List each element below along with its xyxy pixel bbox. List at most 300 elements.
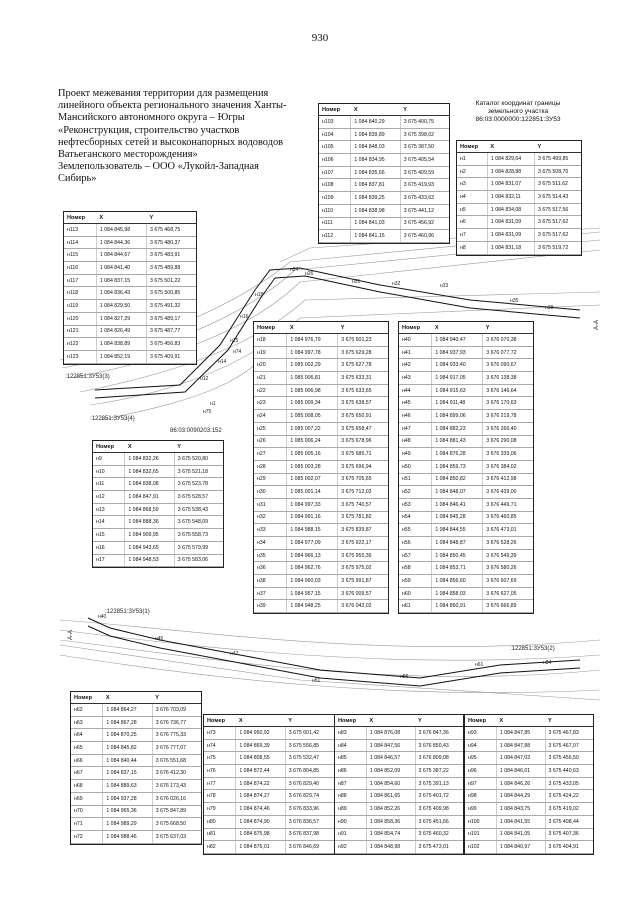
table-row <box>93 465 223 478</box>
table-cell: 1 084 841,03 <box>351 217 400 230</box>
table-row <box>71 767 201 780</box>
title-line: нефтесборных сетей и высоконапорных водоводов <box>58 136 284 148</box>
page-number: 930 <box>311 32 329 44</box>
table-row <box>319 230 449 243</box>
point-label: н51 <box>312 678 321 684</box>
table-row <box>93 491 223 504</box>
table-cell: 3 676 666,89 <box>483 600 533 613</box>
table-cell: н102 <box>465 841 496 854</box>
table-cell: 1 084 899,06 <box>432 410 483 423</box>
table-cell: 3 675 955,36 <box>338 549 388 562</box>
table-cell: н25 <box>254 422 287 435</box>
table-cell: 3 675 601,23 <box>338 334 388 347</box>
table-cell: н22 <box>254 384 287 397</box>
table-row <box>71 818 201 831</box>
table-cell: н44 <box>399 384 432 397</box>
table-cell: н106 <box>319 154 351 167</box>
table-cell: 3 675 740,57 <box>338 498 388 511</box>
table-cell: 3 675 409,98 <box>415 803 463 816</box>
table-cell: 1 084 808,55 <box>236 752 285 765</box>
table-cell: н114 <box>64 236 96 249</box>
table-cell: 3 675 400,75 <box>400 116 449 129</box>
point-label: н26 <box>305 271 314 277</box>
table-cell: 1 084 861,65 <box>366 790 415 803</box>
table-cell: н86 <box>335 765 366 778</box>
table-cell: н105 <box>319 141 351 154</box>
table-cell: 1 084 867,28 <box>103 716 152 729</box>
table-cell: 3 676 042,02 <box>338 600 388 613</box>
table-row <box>254 587 388 600</box>
table-cell: н49 <box>399 448 432 461</box>
table-cell: н41 <box>399 346 432 359</box>
table-cell: 1 084 988,46 <box>103 830 152 843</box>
table-cell: н74 <box>204 739 236 752</box>
point-label: н75 <box>203 409 212 415</box>
table-row <box>254 575 388 588</box>
column-header: Номер <box>319 104 351 116</box>
column-header: Номер <box>254 322 287 334</box>
point-label: н47 <box>230 651 239 657</box>
table-cell: н61 <box>399 600 432 613</box>
table-cell: 1 084 858,36 <box>366 815 415 828</box>
table-cell: 1 084 937,28 <box>103 792 152 805</box>
section-label: А-А <box>594 319 600 330</box>
table-cell: 1 084 869,39 <box>236 739 285 752</box>
table-cell: н89 <box>335 803 366 816</box>
table-cell: 1 084 915,63 <box>432 384 483 397</box>
table-row <box>399 600 533 613</box>
table-cell: н104 <box>319 128 351 141</box>
table-cell: 3 675 409,59 <box>400 166 449 179</box>
table-cell: н54 <box>399 511 432 524</box>
table-row <box>254 460 388 473</box>
table-cell: 3 675 508,70 <box>535 165 582 178</box>
table-cell: н78 <box>204 790 236 803</box>
table-cell: 3 675 678,96 <box>338 435 388 448</box>
table-cell: 1 084 844,36 <box>96 236 146 249</box>
table-cell: н117 <box>64 274 96 287</box>
table-cell: 3 675 633,65 <box>338 384 388 397</box>
cadastral-label: 86:03:0090203:152 <box>170 428 222 434</box>
table-cell: 1 084 909,95 <box>125 529 174 542</box>
point-label: н74 <box>233 349 242 355</box>
table-cell: н81 <box>204 828 236 841</box>
table-cell: 3 675 456,92 <box>400 217 449 230</box>
table-row <box>399 549 533 562</box>
table-row <box>399 562 533 575</box>
table-cell: 3 676 836,57 <box>285 815 334 828</box>
table-row <box>71 792 201 805</box>
coordinate-table <box>203 714 335 855</box>
table-cell: н121 <box>64 325 96 338</box>
table-cell: 1 084 856,60 <box>432 575 483 588</box>
table-cell: 3 676 412,98 <box>483 473 533 486</box>
table-cell: н7 <box>457 229 487 242</box>
table-cell: 3 675 467,07 <box>545 739 593 752</box>
table-cell: 1 084 840,97 <box>496 841 545 854</box>
table-row <box>254 334 388 347</box>
table-cell: 3 676 627,05 <box>483 587 533 600</box>
table-row <box>64 262 196 275</box>
table-cell: 1 084 837,15 <box>96 274 146 287</box>
table-row <box>64 274 196 287</box>
table-cell: н94 <box>465 739 496 752</box>
table-cell: 1 084 838,08 <box>125 478 174 491</box>
table-cell: 1 084 844,55 <box>432 524 483 537</box>
table-header-row <box>319 104 449 116</box>
table-cell: 3 675 523,78 <box>174 478 223 491</box>
table-row <box>254 422 388 435</box>
table-cell: 3 675 460,96 <box>400 230 449 243</box>
coordinate-table <box>92 440 224 568</box>
table-cell: н59 <box>399 575 432 588</box>
table-cell: 1 084 846,57 <box>366 752 415 765</box>
table-cell: 3 676 528,26 <box>483 537 533 550</box>
table-cell: н107 <box>319 166 351 179</box>
table-cell: 1 084 957,15 <box>287 587 338 600</box>
table-row <box>64 224 196 237</box>
table-cell: 1 084 948,25 <box>287 600 338 613</box>
table-cell: 1 084 875,98 <box>236 828 285 841</box>
table-cell: 1 084 876,28 <box>432 448 483 461</box>
column-header: X <box>366 715 415 727</box>
table-cell: 1 084 948,53 <box>125 554 174 567</box>
table-cell: н87 <box>335 777 366 790</box>
table-cell: 1 084 826,49 <box>96 325 146 338</box>
table-cell: 1 084 846,26 <box>496 777 545 790</box>
table-cell: 1 084 888,36 <box>125 516 174 529</box>
table-cell: н33 <box>254 524 287 537</box>
table-row <box>335 841 463 854</box>
table-cell: 3 676 829,74 <box>285 790 334 803</box>
table-row <box>71 805 201 818</box>
table-cell: н13 <box>93 503 125 516</box>
table-cell: 3 676 850,43 <box>415 739 463 752</box>
table-cell: 3 675 398,02 <box>400 128 449 141</box>
table-cell: 1 084 827,29 <box>96 312 146 325</box>
table-cell: 1 084 840,29 <box>351 116 400 129</box>
table-cell: 1 085 009,34 <box>287 397 338 410</box>
table-cell: 3 675 519,72 <box>535 241 582 254</box>
table-cell: 3 675 468,75 <box>147 224 197 237</box>
table-cell: 3 676 077,72 <box>483 346 533 359</box>
coordinate-table <box>398 321 534 614</box>
table-cell: 1 084 872,44 <box>236 765 285 778</box>
table-cell: 1 084 874,46 <box>236 803 285 816</box>
table-cell: 1 084 843,75 <box>496 803 545 816</box>
table-cell: 3 675 514,43 <box>535 191 582 204</box>
table-cell: 1 084 977,09 <box>287 537 338 550</box>
table-row <box>64 312 196 325</box>
table-cell: 3 675 781,82 <box>338 511 388 524</box>
column-header: Номер <box>457 141 487 153</box>
table-cell: 3 675 440,63 <box>545 765 593 778</box>
point-label: н16 <box>240 314 249 320</box>
table-cell: 1 084 828,88 <box>487 165 534 178</box>
table-cell: н32 <box>254 511 287 524</box>
table-row <box>399 334 533 347</box>
table-cell: н52 <box>399 486 432 499</box>
table-cell: 3 675 500,85 <box>147 287 197 300</box>
table-row <box>93 541 223 554</box>
table-cell: 3 676 090,67 <box>483 359 533 372</box>
table-cell: 1 084 864,27 <box>103 704 152 717</box>
table-row <box>399 575 533 588</box>
table-cell: 3 675 491,32 <box>147 300 197 313</box>
table-cell: н84 <box>335 739 366 752</box>
lot-label: :122851:ЗУ53(4) <box>90 416 135 422</box>
table-cell: 1 084 829,64 <box>487 153 534 166</box>
table-cell: 1 084 854,74 <box>366 828 415 841</box>
table-row <box>204 790 334 803</box>
table-cell: 1 084 859,73 <box>432 460 483 473</box>
table-cell: 3 675 483,91 <box>147 249 197 262</box>
table-row <box>457 165 581 178</box>
table-row <box>319 116 449 129</box>
table-cell: н108 <box>319 179 351 192</box>
table-cell: 3 676 703,09 <box>152 704 201 717</box>
table-cell: 3 675 517,56 <box>535 203 582 216</box>
table-cell: н18 <box>254 334 287 347</box>
table-cell: н111 <box>319 217 351 230</box>
table-cell: н29 <box>254 473 287 486</box>
table-row <box>335 815 463 828</box>
table-cell: н65 <box>71 742 103 755</box>
table-row <box>254 384 388 397</box>
table-cell: 1 084 850,82 <box>432 473 483 486</box>
table-row <box>399 359 533 372</box>
table-cell: 1 084 832,26 <box>125 453 174 466</box>
table-cell: н123 <box>64 350 96 363</box>
table-cell: н63 <box>71 716 103 729</box>
point-label: н14 <box>218 359 227 365</box>
table-row <box>64 249 196 262</box>
catalog-title <box>456 100 580 124</box>
table-cell: 1 084 943,65 <box>125 541 174 554</box>
table-row <box>64 338 196 351</box>
table-cell: 1 084 933,40 <box>432 359 483 372</box>
table-cell: 3 675 487,77 <box>147 325 197 338</box>
table-cell: н97 <box>465 777 496 790</box>
table-row <box>254 537 388 550</box>
table-cell: 1 085 006,81 <box>287 372 338 385</box>
table-cell: 3 675 975,02 <box>338 562 388 575</box>
table-cell: н122 <box>64 338 96 351</box>
table-row <box>457 178 581 191</box>
table-cell: 3 676 339,06 <box>483 448 533 461</box>
table-cell: н115 <box>64 249 96 262</box>
table-cell: 1 084 841,15 <box>351 230 400 243</box>
table-cell: 3 675 637,03 <box>152 830 201 843</box>
table-cell: 3 675 517,62 <box>535 229 582 242</box>
table-row <box>93 554 223 567</box>
table-cell: 3 676 551,68 <box>152 754 201 767</box>
table-row <box>204 828 334 841</box>
table-cell: 1 084 845,28 <box>432 511 483 524</box>
table-row <box>399 422 533 435</box>
table-cell: 3 676 290,08 <box>483 435 533 448</box>
table-row <box>399 537 533 550</box>
table-cell: 1 084 837,15 <box>103 767 152 780</box>
table-row <box>319 217 449 230</box>
catalog-line: Каталог координат границы <box>475 100 561 107</box>
table-cell: н5 <box>457 203 487 216</box>
table-row <box>204 727 334 740</box>
table-cell: 1 084 850,45 <box>432 549 483 562</box>
table-cell: 1 084 876,08 <box>366 727 415 740</box>
table-cell: 1 084 870,25 <box>103 729 152 742</box>
catalog-line: земельного участка <box>487 108 549 115</box>
table-row <box>465 765 593 778</box>
coordinate-table <box>253 321 389 614</box>
table-cell: 3 675 489,88 <box>147 262 197 275</box>
table-cell: 3 675 408,44 <box>545 815 593 828</box>
column-header: Номер <box>335 715 366 727</box>
column-header: Y <box>152 692 201 704</box>
table-cell: н51 <box>399 473 432 486</box>
table-row <box>399 498 533 511</box>
table-row <box>319 204 449 217</box>
catalog-line: 86:03:0000000:122851:ЗУ53 <box>475 116 561 123</box>
table-cell: н6 <box>457 216 487 229</box>
table-cell: 3 675 847,89 <box>152 805 201 818</box>
table-cell: 3 675 387,22 <box>415 765 463 778</box>
table-cell: 3 675 391,13 <box>415 777 463 790</box>
table-row <box>399 372 533 385</box>
table-cell: н46 <box>399 410 432 423</box>
table-row <box>457 153 581 166</box>
table-cell: 3 675 451,66 <box>415 815 463 828</box>
table-cell: 3 675 685,71 <box>338 448 388 461</box>
table-cell: 1 084 845,98 <box>96 224 146 237</box>
title-line: Сибирь» <box>58 173 97 185</box>
table-cell: н119 <box>64 300 96 313</box>
table-cell: 3 675 489,17 <box>147 312 197 325</box>
table-cell: 3 675 405,54 <box>400 154 449 167</box>
table-cell: 3 676 809,08 <box>415 752 463 765</box>
table-cell: 1 084 831,18 <box>487 241 534 254</box>
table-cell: 3 675 601,42 <box>285 727 334 740</box>
table-cell: н57 <box>399 549 432 562</box>
lot-label: :122851:ЗУ53(3) <box>65 374 110 380</box>
table-cell: н101 <box>465 828 496 841</box>
table-cell: 1 084 874,22 <box>236 777 285 790</box>
column-header: Y <box>174 441 223 453</box>
table-cell: 1 084 841,55 <box>496 815 545 828</box>
table-cell: 3 675 658,47 <box>338 422 388 435</box>
table-cell: н37 <box>254 587 287 600</box>
point-label: н45 <box>155 636 164 642</box>
table-cell: 1 084 917,05 <box>432 372 483 385</box>
table-cell: 3 676 138,38 <box>483 372 533 385</box>
table-cell: 1 084 874,27 <box>236 790 285 803</box>
table-cell: н15 <box>93 529 125 542</box>
table-cell: 3 676 847,36 <box>415 727 463 740</box>
table-cell: н16 <box>93 541 125 554</box>
table-cell: 1 084 848,87 <box>432 537 483 550</box>
table-cell: 3 675 558,73 <box>174 529 223 542</box>
column-header: Номер <box>465 715 496 727</box>
title-line: линейного объекта регионального значения Ханты- <box>58 100 287 112</box>
table-cell: н109 <box>319 192 351 205</box>
table-cell: 1 084 839,25 <box>351 192 400 205</box>
table-row <box>254 448 388 461</box>
table-row <box>335 765 463 778</box>
table-cell: 3 676 775,33 <box>152 729 201 742</box>
point-label: н38 <box>545 305 554 311</box>
table-cell: 3 675 517,62 <box>535 216 582 229</box>
table-row <box>93 503 223 516</box>
table-cell: 1 084 836,43 <box>96 287 146 300</box>
point-label: н61 <box>475 662 484 668</box>
column-header: X <box>351 104 400 116</box>
table-row <box>399 384 533 397</box>
table-row <box>399 486 533 499</box>
coordinate-table-grid <box>465 715 593 854</box>
table-cell: 3 676 837,98 <box>285 828 334 841</box>
table-cell: н66 <box>71 754 103 767</box>
table-row <box>254 486 388 499</box>
table-row <box>204 765 334 778</box>
table-cell: 1 084 837,81 <box>351 179 400 192</box>
table-row <box>204 815 334 828</box>
table-row <box>399 473 533 486</box>
table-cell: 1 084 847,03 <box>496 752 545 765</box>
table-cell: н28 <box>254 460 287 473</box>
table-row <box>335 777 463 790</box>
table-cell: н82 <box>204 841 236 854</box>
table-row <box>335 739 463 752</box>
table-cell: 3 675 627,78 <box>338 359 388 372</box>
table-row <box>319 141 449 154</box>
coordinate-table <box>318 103 450 244</box>
table-cell: н79 <box>204 803 236 816</box>
table-cell: 1 084 839,89 <box>351 128 400 141</box>
table-row <box>399 448 533 461</box>
table-row <box>93 516 223 529</box>
column-header: X <box>432 322 483 334</box>
column-header: Y <box>147 212 197 224</box>
table-cell: 3 675 467,83 <box>545 727 593 740</box>
table-cell: н103 <box>319 116 351 129</box>
table-cell: 1 084 829,50 <box>96 300 146 313</box>
table-cell: 1 084 966,13 <box>287 549 338 562</box>
column-header: X <box>103 692 152 704</box>
table-cell: 3 675 521,18 <box>174 465 223 478</box>
column-header: Y <box>285 715 334 727</box>
table-row <box>254 562 388 575</box>
table-cell: 1 084 848,98 <box>366 841 415 854</box>
table-row <box>335 790 463 803</box>
column-header: Номер <box>93 441 125 453</box>
table-cell: 3 676 009,57 <box>338 587 388 600</box>
table-row <box>71 716 201 729</box>
table-cell: 1 084 847,56 <box>366 739 415 752</box>
table-row <box>64 287 196 300</box>
column-header: X <box>236 715 285 727</box>
coordinate-table <box>334 714 464 855</box>
table-row <box>254 397 388 410</box>
table-cell: 3 676 846,69 <box>285 841 334 854</box>
table-row <box>399 524 533 537</box>
table-row <box>64 325 196 338</box>
table-row <box>71 754 201 767</box>
table-cell: н77 <box>204 777 236 790</box>
table-cell: 1 084 852,26 <box>366 803 415 816</box>
table-cell: н56 <box>399 537 432 550</box>
table-cell: 3 675 499,85 <box>535 153 582 166</box>
coordinate-table-grid <box>399 322 533 613</box>
